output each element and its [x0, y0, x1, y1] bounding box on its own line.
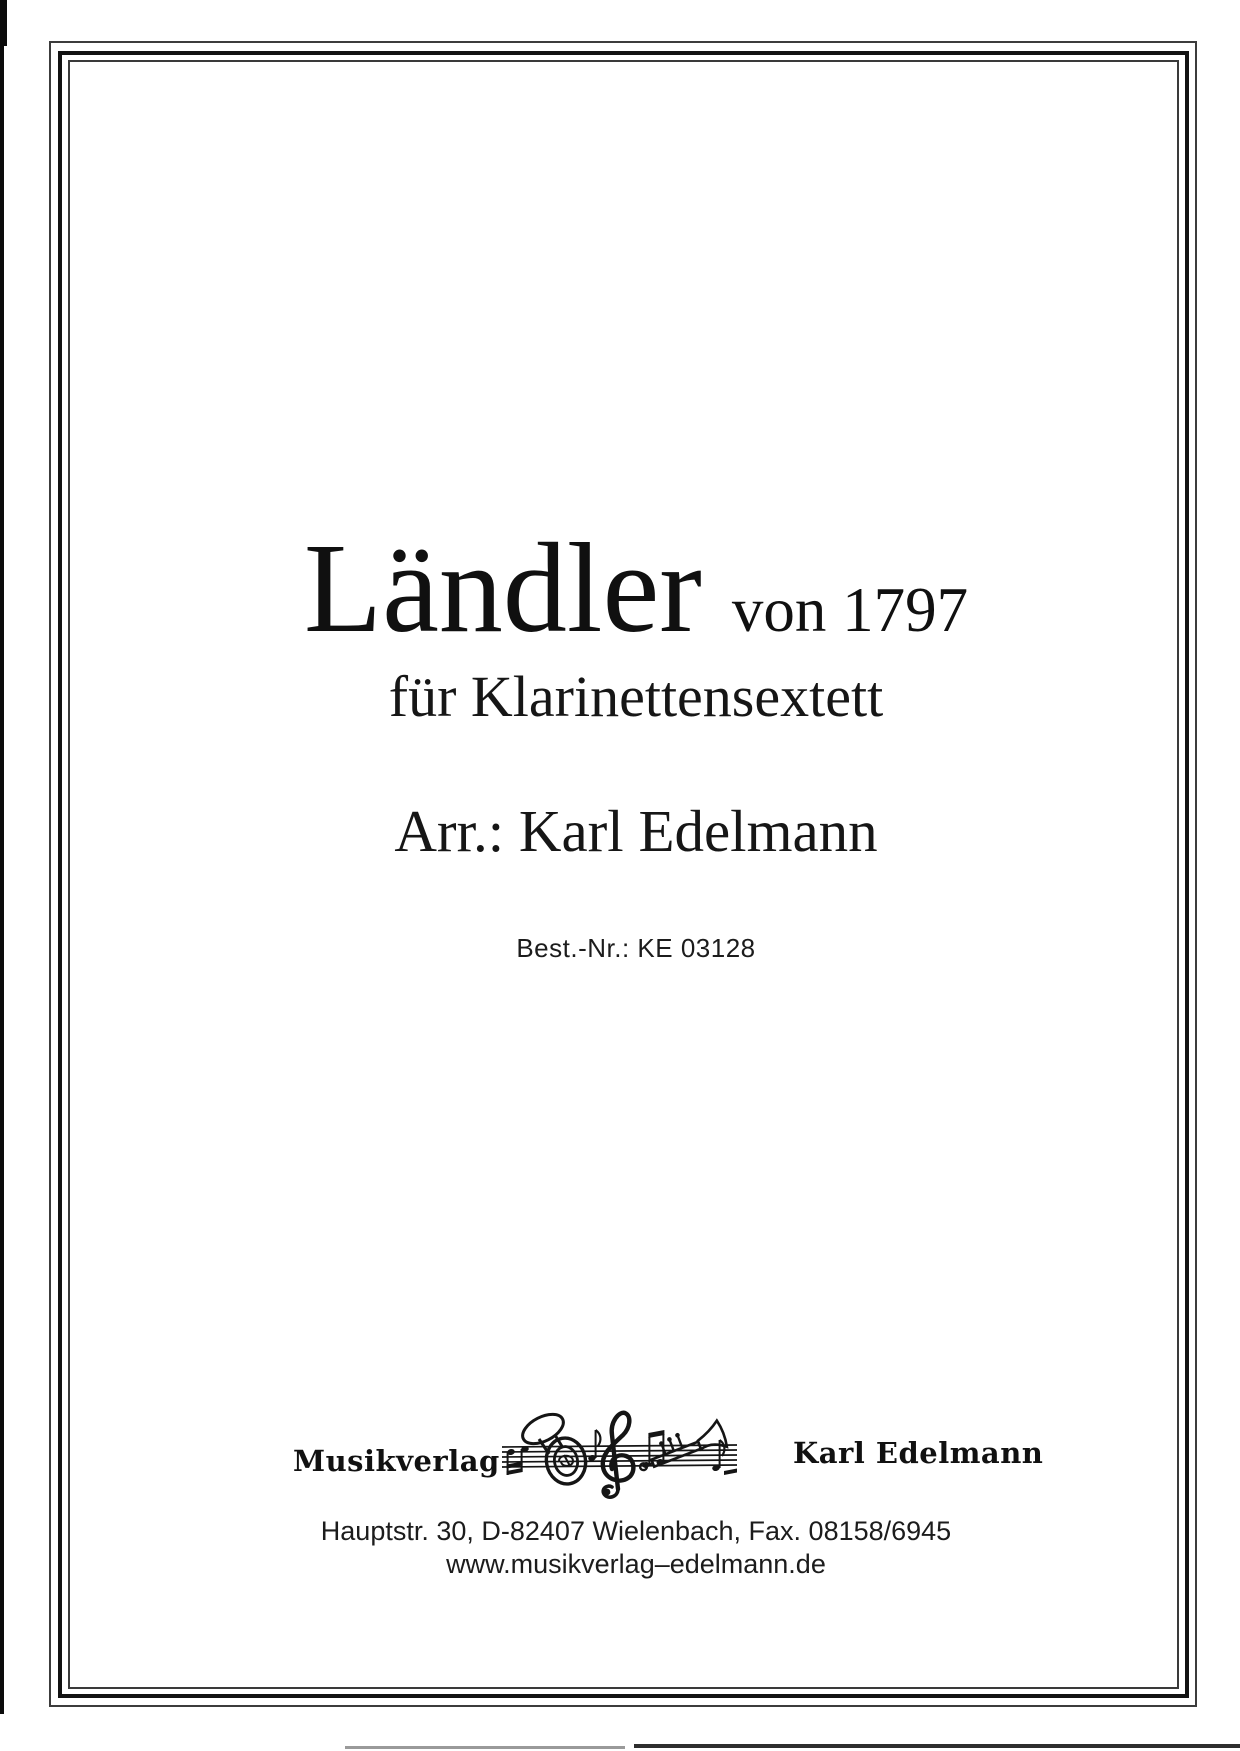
scan-artifact-left-edge	[0, 0, 4, 1714]
page-title	[16, 517, 1240, 659]
subtitle: für Klarinettensextett	[388, 664, 884, 729]
publisher-address: Hauptstr. 30, D-82407 Wielenbach, Fax. 08158/6945	[320, 1516, 952, 1546]
title-suffix: von 1797	[731, 575, 969, 645]
scan-artifact-bottom-line-dark	[634, 1744, 1240, 1748]
scan-artifact-left-edge-top	[0, 0, 7, 46]
music-logo-icon	[495, 1405, 755, 1510]
publisher-name-musikverlag: Musikverlag	[293, 1444, 500, 1478]
beamed-notes-left-icon	[507, 1445, 530, 1475]
treble-clef-icon	[603, 1413, 634, 1497]
title-main: Ländler	[303, 517, 702, 659]
publisher-name-karl-edelmann: Karl Edelmann	[793, 1436, 1044, 1470]
publisher-website: www.musikverlag–edelmann.de	[446, 1549, 826, 1579]
arranger-line: Arr.: Karl Edelmann	[394, 798, 878, 864]
tuba-icon	[518, 1408, 589, 1487]
order-number: Best.-Nr.: KE 03128	[516, 933, 756, 963]
scan-artifact-bottom-line-light	[345, 1746, 625, 1749]
